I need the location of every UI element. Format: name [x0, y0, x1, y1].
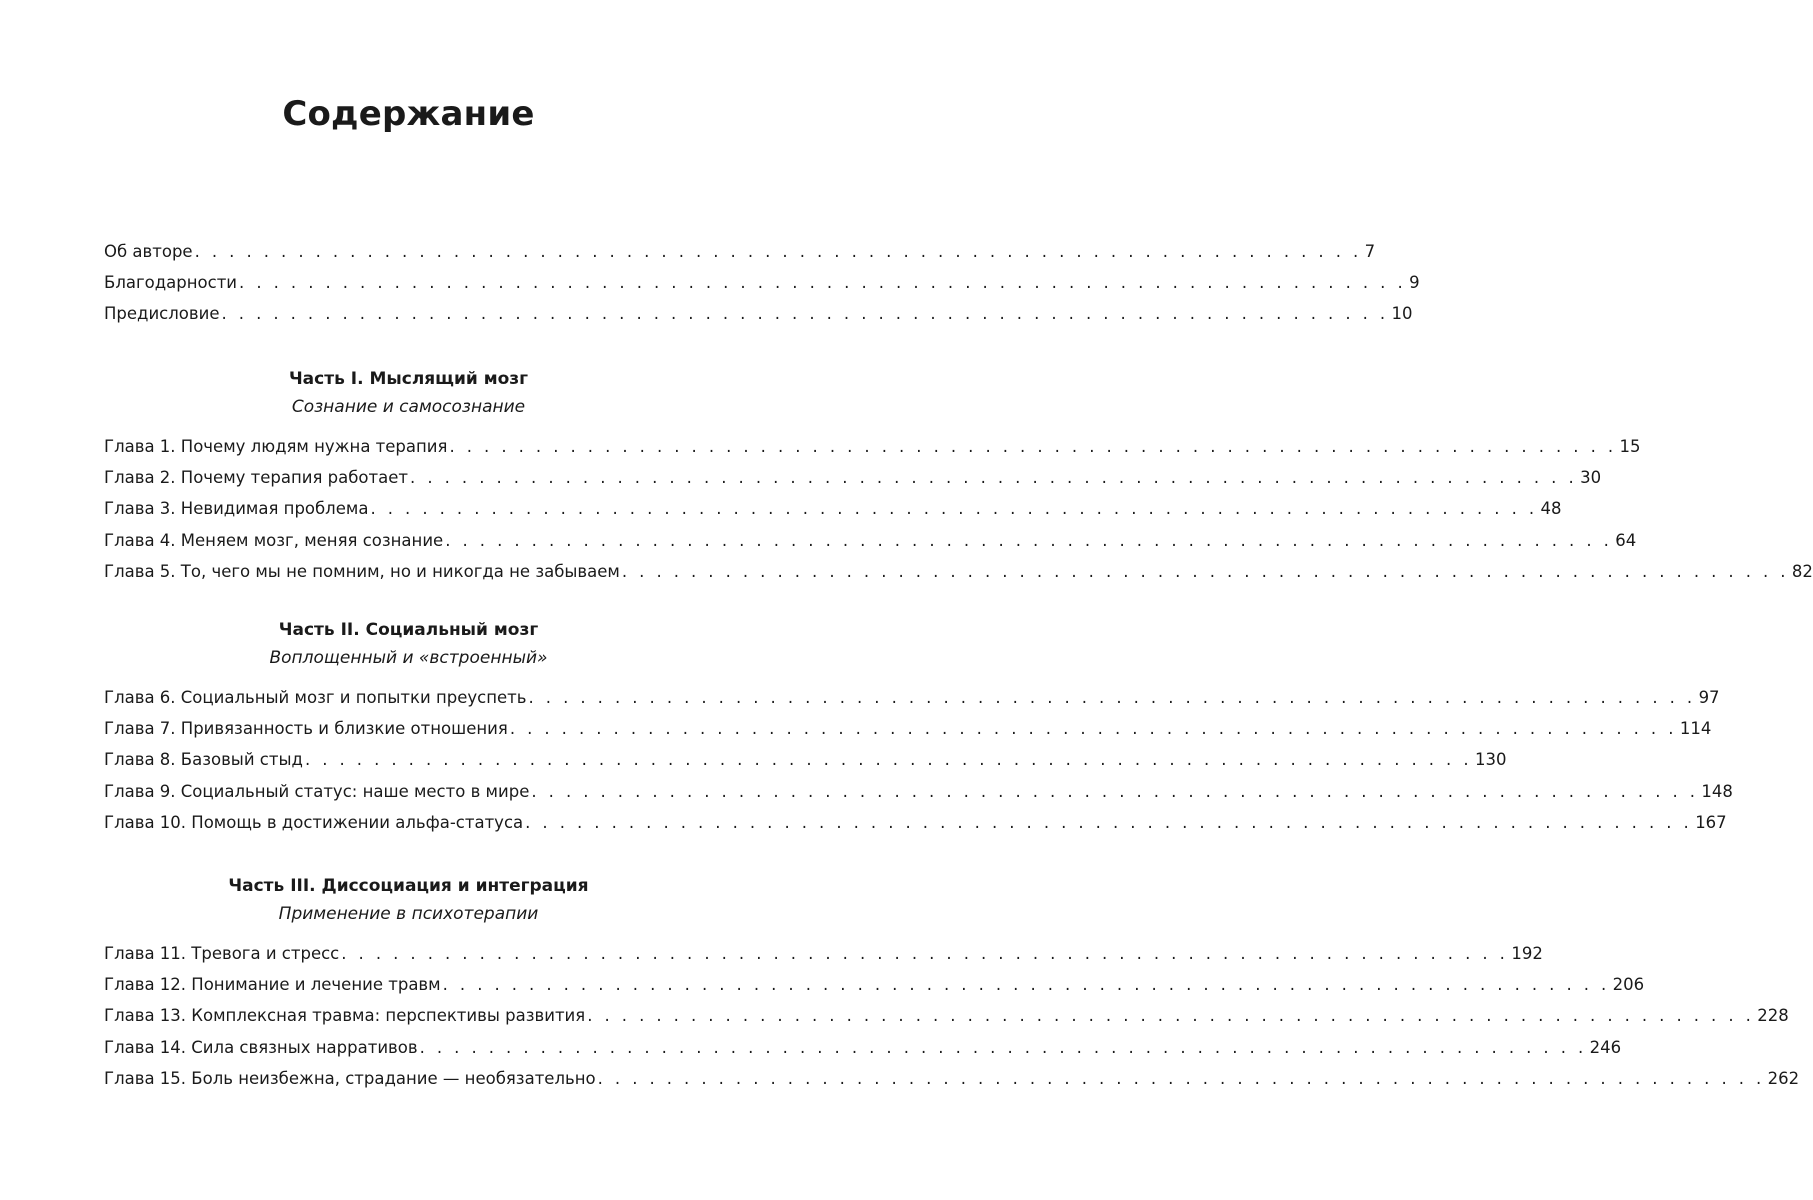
dot-leader: . . . . . . . . . . . . . . . . . . . . . . . . . . . . . . . . . . . . . . . . . . . . . . . . . . . . . . . . . . . . . . . . . . . . — [341, 944, 1509, 963]
toc-entry-chapter-1[interactable] — [104, 437, 1641, 468]
toc-entry-page: 30 — [1580, 468, 1602, 488]
toc-entry-acknowledgements[interactable] — [104, 273, 1420, 304]
part-1-chapter-list — [104, 437, 1813, 593]
toc-entry-page: 130 — [1475, 750, 1507, 770]
dot-leader: . . . . . . . . . . . . . . . . . . . . . . . . . . . . . . . . . . . . . . . . . . . . . . . . . . . . . . . . . . . . . . . . . . . . — [445, 530, 1613, 550]
toc-entry-page: 206 — [1612, 975, 1645, 995]
toc-entry-title: Глава 12. Понимание и лечение травм — [104, 975, 441, 995]
part-3-heading: Часть III. Диссоциация и интеграция — [228, 876, 589, 896]
dot-leader: . . . . . . . . . . . . . . . . . . . . . . . . . . . . . . . . . . . . . . . . . . . . . . . . . . . . . . . . . . . . . . . . . . . . — [509, 719, 1677, 739]
toc-entry-chapter-15[interactable] — [104, 1068, 1800, 1100]
toc-entry-title: Глава 2. Почему терапия работает — [104, 468, 409, 488]
toc-entry-page: 114 — [1679, 719, 1712, 739]
page-title: Содержание — [282, 94, 535, 134]
toc-entry-page: 262 — [1767, 1068, 1800, 1088]
part-3-chapter-list — [104, 944, 1800, 1100]
toc-entry-chapter-12[interactable] — [104, 975, 1645, 1006]
toc-entry-chapter-14[interactable] — [104, 1037, 1622, 1069]
toc-entry-title: Глава 3. Невидимая проблема — [104, 499, 369, 519]
toc-entry-page: 7 — [1364, 242, 1376, 261]
toc-entry-title: Глава 4. Меняем мозг, меняя сознание — [104, 530, 444, 550]
toc-entry-title: Глава 5. То, чего мы не помним, но и никогда не забываем — [104, 561, 620, 581]
toc-entry-page: 64 — [1615, 530, 1637, 550]
dot-leader: . . . . . . . . . . . . . . . . . . . . . . . . . . . . . . . . . . . . . . . . . . . . . . . . . . . . . . . . . . . . . . . . . . . . — [449, 437, 1617, 456]
toc-entry-chapter-10[interactable] — [104, 812, 1727, 844]
toc-entry-title: Глава 13. Комплексная травма: перспективы развития — [104, 1006, 586, 1026]
dot-leader: . . . . . . . . . . . . . . . . . . . . . . . . . . . . . . . . . . . . . . . . . . . . . . . . . . . . . . . . . . . . . . . . . . . . — [442, 975, 1610, 995]
toc-entry-page: 246 — [1589, 1037, 1622, 1057]
toc-entry-chapter-13[interactable] — [104, 1006, 1789, 1037]
toc-entry-page: 167 — [1695, 812, 1727, 832]
toc-entry-title: Глава 11. Тревога и стресс — [104, 944, 340, 963]
part-2-chapter-list — [104, 688, 1733, 844]
dot-leader: . . . . . . . . . . . . . . . . . . . . . . . . . . . . . . . . . . . . . . . . . . . . . . . . . . . . . . . . . . . . . . . . . . . . — [531, 781, 1699, 801]
toc-entry-chapter-3[interactable] — [104, 499, 1562, 530]
toc-entry-title: Глава 10. Помощь в достижении альфа-статуса — [104, 812, 524, 832]
toc-entry-page: 15 — [1619, 437, 1641, 456]
toc-entry-title: Глава 6. Социальный мозг и попытки преуспеть — [104, 688, 527, 707]
toc-entry-title: Благодарности — [104, 273, 238, 293]
toc-entry-preface[interactable] — [104, 304, 1413, 335]
dot-leader: . . . . . . . . . . . . . . . . . . . . . . . . . . . . . . . . . . . . . . . . . . . . . . . . . . . . . . . . . . . . . . . . . . . . — [370, 499, 1538, 519]
toc-entry-chapter-6[interactable] — [104, 688, 1720, 719]
toc-entry-page: 82 — [1791, 561, 1813, 581]
toc-entry-page: 97 — [1698, 688, 1720, 707]
part-1-subtitle: Сознание и самосознание — [291, 397, 526, 417]
toc-entry-title: Глава 15. Боль неизбежна, страдание — необязательно — [104, 1068, 596, 1088]
toc-entry-title: Глава 14. Сила связных нарративов — [104, 1037, 418, 1057]
dot-leader: . . . . . . . . . . . . . . . . . . . . . . . . . . . . . . . . . . . . . . . . . . . . . . . . . . . . . . . . . . . . . . . . . . . . — [528, 688, 1696, 707]
part-2-heading: Часть II. Социальный мозг — [278, 620, 539, 640]
toc-entry-title: Глава 8. Базовый стыд — [104, 750, 303, 770]
toc-entry-page: 148 — [1701, 781, 1733, 801]
toc-entry-chapter-9[interactable] — [104, 781, 1733, 813]
dot-leader: . . . . . . . . . . . . . . . . . . . . . . . . . . . . . . . . . . . . . . . . . . . . . . . . . . . . . . . . . . . . . . . . . . . . — [597, 1068, 1765, 1088]
toc-entry-chapter-5[interactable] — [104, 561, 1813, 593]
toc-entry-title: Глава 9. Социальный статус: наше место в мире — [104, 781, 530, 801]
dot-leader: . . . . . . . . . . . . . . . . . . . . . . . . . . . . . . . . . . . . . . . . . . . . . . . . . . . . . . . . . . . . . . . . . . . . — [587, 1006, 1755, 1026]
toc-entry-title: Глава 7. Привязанность и близкие отношения — [104, 719, 508, 739]
toc-entry-title: Глава 1. Почему людям нужна терапия — [104, 437, 448, 456]
toc-entry-page: 228 — [1757, 1006, 1789, 1026]
dot-leader: . . . . . . . . . . . . . . . . . . . . . . . . . . . . . . . . . . . . . . . . . . . . . . . . . . . . . . . . . . . . . . . . . . . . — [221, 304, 1389, 324]
toc-entry-page: 192 — [1511, 944, 1543, 963]
toc-entry-page: 10 — [1391, 304, 1413, 324]
dot-leader: . . . . . . . . . . . . . . . . . . . . . . . . . . . . . . . . . . . . . . . . . . . . . . . . . . . . . . . . . . . . . . . . . . . . — [304, 750, 1472, 770]
dot-leader: . . . . . . . . . . . . . . . . . . . . . . . . . . . . . . . . . . . . . . . . . . . . . . . . . . . . . . . . . . . . . . . . . . . . — [525, 812, 1693, 832]
toc-entry-chapter-8[interactable] — [104, 750, 1507, 781]
toc-entry-about-author[interactable] — [104, 242, 1376, 273]
dot-leader: . . . . . . . . . . . . . . . . . . . . . . . . . . . . . . . . . . . . . . . . . . . . . . . . . . . . . . . . . . . . . . . . . . . . — [419, 1037, 1587, 1057]
toc-entry-page: 9 — [1409, 273, 1420, 293]
toc-entry-chapter-7[interactable] — [104, 719, 1712, 750]
part-3-subtitle: Применение в психотерапии — [278, 904, 539, 924]
part-2-subtitle: Воплощенный и «встроенный» — [269, 648, 548, 668]
toc-entry-title: Предисловие — [104, 304, 220, 324]
toc-entry-title: Об авторе — [104, 242, 193, 261]
toc-entry-page: 48 — [1540, 499, 1562, 519]
dot-leader: . . . . . . . . . . . . . . . . . . . . . . . . . . . . . . . . . . . . . . . . . . . . . . . . . . . . . . . . . . . . . . . . . . . . — [621, 561, 1789, 581]
dot-leader: . . . . . . . . . . . . . . . . . . . . . . . . . . . . . . . . . . . . . . . . . . . . . . . . . . . . . . . . . . . . . . . . . . . . — [239, 273, 1407, 293]
dot-leader: . . . . . . . . . . . . . . . . . . . . . . . . . . . . . . . . . . . . . . . . . . . . . . . . . . . . . . . . . . . . . . . . . . . . — [194, 242, 1362, 261]
dot-leader: . . . . . . . . . . . . . . . . . . . . . . . . . . . . . . . . . . . . . . . . . . . . . . . . . . . . . . . . . . . . . . . . . . . . — [410, 468, 1578, 488]
toc-entry-chapter-4[interactable] — [104, 530, 1637, 562]
front-matter-list — [104, 242, 1420, 336]
part-1-heading: Часть I. Мыслящий мозг — [288, 369, 529, 389]
toc-entry-chapter-11[interactable] — [104, 944, 1543, 975]
toc-entry-chapter-2[interactable] — [104, 468, 1602, 499]
